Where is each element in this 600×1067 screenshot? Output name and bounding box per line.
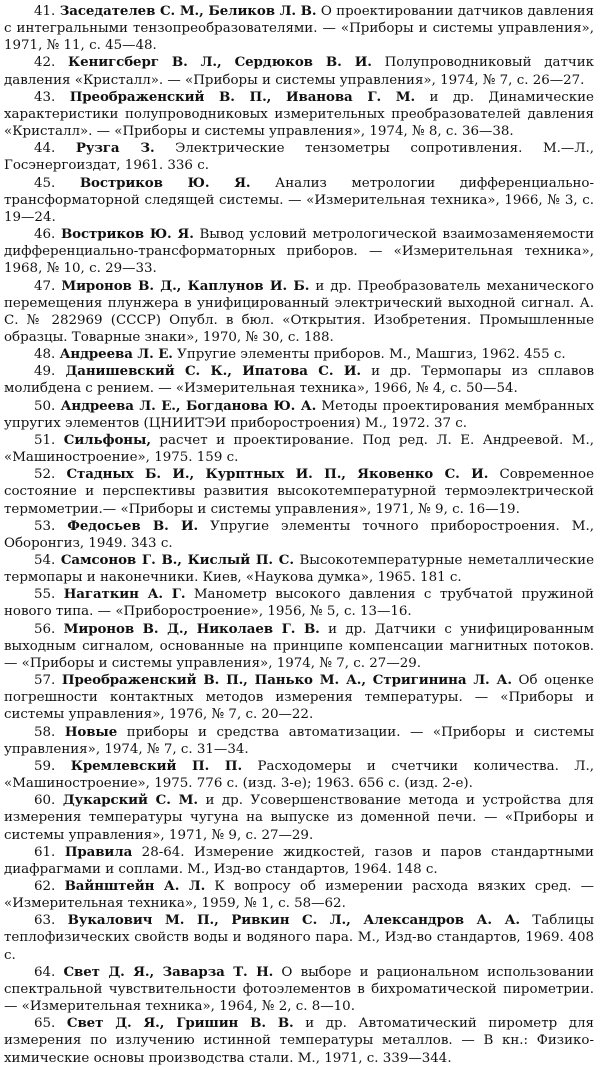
reference-authors: Стадных Б. И., Курптных И. П., Яковенко С. И. — [66, 466, 489, 483]
reference-text: Методы проектирования мембранных упругих элементов (ЦНИИТЭИ приборостроения) М., 1972. 37 с. — [4, 398, 595, 431]
reference-entry — [4, 363, 594, 397]
reference-number: 47. — [34, 278, 56, 294]
reference-entry — [4, 54, 594, 88]
reference-text: Манометр высокого давления с трубчатой пружиной нового типа. — «Приборостроение», 1956, № 5, с. 13—16. — [4, 587, 594, 620]
reference-authors: Правила — [64, 843, 133, 860]
reference-entry — [4, 398, 594, 432]
reference-entry — [4, 466, 594, 517]
reference-entry — [4, 792, 594, 843]
reference-text: приборы и средства автоматизации. — «Приборы и системы управления», 1974, № 7, с. 31—34. — [4, 724, 594, 757]
reference-number: 60. — [34, 793, 56, 809]
reference-authors: Федосьев В. И. — [67, 517, 199, 534]
reference-text: 28-64. Измерение жидкостей, газов и паров стандартными диафрагмами и соплами. М., Изд-во стандартов, 1964. 148 с. — [4, 844, 594, 877]
reference-authors: Самсонов Г. В., Кислый П. С. — [60, 552, 294, 568]
reference-authors: Свет Д. Я., Заварза Т. Н. — [63, 963, 274, 980]
reference-text: Полупроводниковый датчик давления «Кристалл». — «Приборы и системы управления», 1974, № 7, с. 26—27. — [4, 55, 594, 88]
reference-authors: Кремлевский П. П. — [70, 757, 243, 774]
reference-entry — [4, 226, 594, 277]
reference-text: и др. Автоматический пирометр для измерения по излучению истинной температуры металлов. — В кн.: Физико-химические основы производства стали. М., 1971, с. 339—344. — [4, 1016, 595, 1066]
reference-entry — [4, 89, 594, 140]
reference-authors: Нагаткин А. Г. — [63, 586, 186, 603]
reference-text: Расходомеры и счетчики количества. Л., «Машиностроение», 1975. 776 с. (изд. 3-е); 1963. 656 с. (изд. 2-е). — [4, 758, 594, 792]
reference-number: 57. — [34, 673, 56, 689]
reference-number: 50. — [34, 398, 56, 414]
reference-authors: Востриков Ю. Я. — [60, 226, 194, 243]
reference-text: Анализ метрологии дифференциально-трансформаторной следящей системы. — «Измерительная техника», 1966, № 3, с. 19—24. — [4, 175, 595, 225]
reference-authors: Дукарский С. М. — [62, 792, 198, 809]
reference-entry — [4, 621, 594, 672]
reference-number: 51. — [34, 432, 56, 448]
reference-text: Об оценке погрешности контактных методов измерения температуры. — «Приборы и системы управления», 1976, № 7, с. 20—22. — [4, 673, 594, 723]
reference-entry — [4, 964, 594, 1015]
reference-authors: Преображенский В. П., Иванова Г. М. — [69, 88, 416, 105]
reference-authors: Свет Д. Я., Гришин В. В. — [66, 1015, 294, 1032]
reference-text: О выборе и рациональном использовании спектральной чувствительности фотоэлементов в бихроматической пирометрии. — «Измерительная техника», 1964, № 2, с. 8—10. — [4, 964, 594, 1015]
reference-entry — [4, 912, 594, 963]
reference-entry — [4, 758, 594, 792]
reference-number: 41. — [34, 4, 56, 19]
reference-text: и др. Преобразователь механического перемещения плунжера в унифицированный электрический выходной сигнал. А. С. № 282969 (СССР) Опубл. в бюл. «Открытия. Изобретения. Промышленные образцы. Товарные знаки», 1970, № 30, с. 188. — [4, 278, 594, 345]
reference-authors: Рузга З. — [75, 140, 155, 157]
reference-text: расчет и проектирование. Под ред. Л. Е. Андреевой. М., «Машиностроение», 1975. 159 с. — [4, 432, 594, 466]
reference-authors: Новые — [64, 723, 118, 740]
reference-entry — [4, 278, 594, 347]
reference-text: и др. Термопары из сплавов молибдена с рением. — «Измерительная техника», 1966, № 4, с. 50—54. — [4, 364, 594, 397]
reference-text: О проектировании датчиков давления с интегральными тензопреобразователями. — «Приборы и системы управления», 1971, № 11, с. 45—48. — [4, 4, 594, 54]
reference-number: 62. — [34, 878, 56, 894]
reference-authors: Данишевский С. К., Ипатова С. И. — [65, 363, 361, 380]
reference-entry — [4, 432, 594, 466]
reference-entry — [4, 844, 594, 878]
reference-entry — [4, 1015, 594, 1066]
reference-text: Современное состояние и перспективы развития высокотемпературной термоэлектрической термометрии.— «Приборы и системы управления», 1971, № 9, с. 16—19. — [4, 467, 594, 517]
reference-entry — [4, 586, 594, 620]
reference-number: 55. — [34, 587, 56, 603]
reference-text: Электрические тензометры сопротивления. М.—Л., Госэнергоиздат, 1961. 336 с. — [4, 141, 595, 174]
reference-entry — [4, 175, 594, 226]
reference-authors: Кенигсберг В. Л., Сердюков В. И. — [68, 54, 372, 71]
reference-number: 45. — [34, 175, 56, 191]
reference-authors: Вайнштейн А. Л. — [64, 877, 206, 894]
reference-number: 65. — [34, 1016, 56, 1032]
reference-text: К вопросу об измерении расхода вязких сред. — «Измерительная техника», 1959, № 1, с. 58—62. — [4, 878, 594, 912]
reference-authors: Миронов В. Д., Николаев Г. В. — [63, 620, 320, 637]
reference-entry — [4, 346, 594, 363]
reference-entry — [4, 878, 594, 912]
reference-number: 53. — [34, 518, 56, 534]
reference-authors: Заседателев С. М., Беликов Л. В. — [59, 3, 317, 19]
reference-entry — [4, 552, 594, 586]
reference-text: Упругие элементы точного приборостроения. М., Оборонгиз, 1949. 343 с. — [4, 518, 594, 551]
reference-number: 63. — [34, 913, 56, 929]
reference-number: 58. — [34, 724, 56, 740]
reference-number: 48. — [34, 347, 56, 363]
reference-authors: Андреева Л. Е. — [59, 346, 173, 363]
reference-authors: Востриков Ю. Я. — [79, 174, 251, 191]
reference-number: 44. — [34, 141, 56, 157]
reference-text: Высокотемпературные неметаллические термопары и наконечники. Киев, «Наукова думка», 1965. 181 с. — [4, 553, 594, 586]
reference-number: 56. — [34, 621, 56, 637]
reference-authors: Миронов В. Д., Каплунов И. Б. — [61, 277, 310, 294]
reference-number: 59. — [34, 758, 56, 774]
reference-entry — [4, 3, 594, 54]
reference-authors: Андреева Л. Е., Богданова Ю. А. — [60, 397, 317, 414]
reference-authors: Преображенский В. П., Панько М. А., Стригинина Л. А. — [61, 672, 512, 689]
reference-authors: Вукалович М. П., Ривкин С. Л., Александров А. А. — [67, 912, 520, 929]
reference-number: 54. — [34, 553, 56, 568]
reference-text: Таблицы теплофизических свойств воды и водяного пара. М., Изд-во стандартов, 1969. 408 с. — [4, 913, 594, 963]
reference-text: и др. Усовершенствование метода и устройства для измерения температуры чугуна на выпуске из доменной печи. — «Приборы и системы управления», 1971, № 9, с. 27—29. — [4, 793, 594, 843]
reference-text: Упругие элементы приборов. М., Машгиз, 1962. 455 с. — [177, 347, 566, 363]
reference-number: 64. — [34, 964, 56, 980]
reference-text: и др. Датчики с унифицированным выходным сигналом, основанные на принципе компенсации магнитных потоков. — «Приборы и системы управления», 1974, № 7, с. 27—29. — [4, 621, 594, 671]
reference-text: и др. Динамические характеристики полупроводниковых измерительных преобразователей давления «Кристалл». — «Приборы и системы управления», 1974, № 8, с. 36—38. — [4, 89, 594, 140]
reference-entry — [4, 672, 594, 723]
reference-entry — [4, 140, 594, 174]
reference-text: Вывод условий метрологической взаимозаменяемости дифференциально-трансформаторных приборов. — «Измерительная техника», 1968, № 10, с. 29—33. — [4, 227, 595, 277]
reference-entry — [4, 518, 594, 552]
reference-authors: Сильфоны, — [63, 431, 151, 448]
reference-number: 52. — [34, 467, 56, 483]
reference-number: 49. — [34, 364, 56, 380]
reference-entry — [4, 724, 594, 758]
reference-number: 46. — [34, 227, 56, 243]
reference-number: 61. — [34, 844, 56, 860]
reference-number: 42. — [34, 55, 56, 71]
reference-number: 43. — [34, 89, 56, 105]
